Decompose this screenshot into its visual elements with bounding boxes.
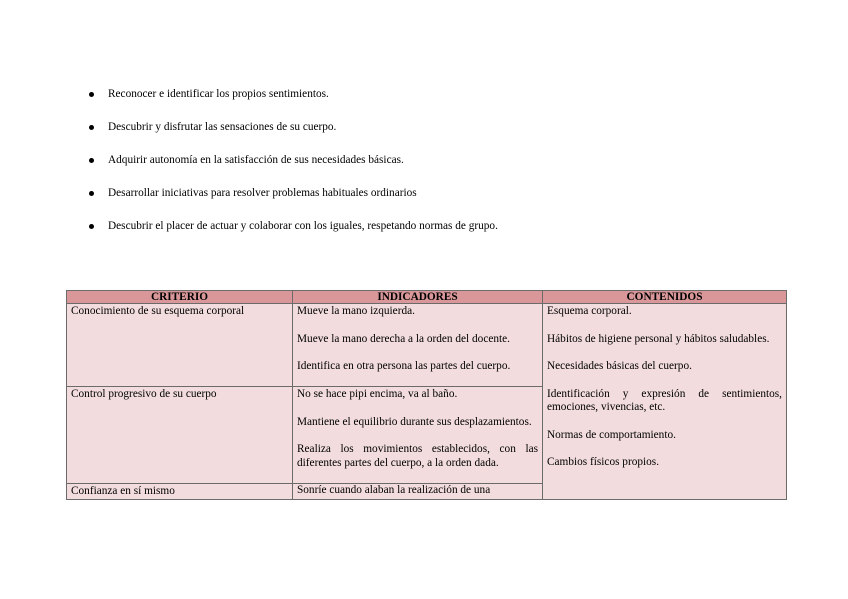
objective-item (88, 120, 728, 153)
indicador-text: Identifica en otra persona las partes del cuerpo. (297, 360, 511, 372)
header-contenidos: CONTENIDOS (543, 291, 787, 304)
indicadores-cell (293, 304, 543, 387)
contenido-text: Hábitos de higiene personal y hábitos saludables. (547, 332, 770, 345)
indicador-text: Sonríe cuando alaban la realización de una (297, 484, 491, 496)
objectives-list (88, 87, 728, 252)
indicador-text: No se hace pipi encima, va al baño. (297, 388, 458, 400)
bullet-icon (89, 191, 94, 196)
contenido-text: Cambios físicos propios. (547, 456, 660, 468)
indicadores-cell (293, 484, 543, 500)
bullet-icon (89, 125, 94, 130)
table-header-row (67, 291, 787, 304)
objective-item (88, 219, 728, 252)
contenido-text: Necesidades básicas del cuerpo. (547, 360, 692, 372)
contenido-text: Identificación y expresión de sentimientos, emociones, vivencias, etc. (547, 387, 782, 413)
contenido-text: Esquema corporal. (547, 305, 632, 317)
objective-text: Descubrir y disfrutar las sensaciones de su cuerpo. (108, 121, 337, 133)
objective-text: Adquirir autonomía en la satisfacción de sus necesidades básicas. (108, 154, 404, 166)
objective-item (88, 153, 728, 186)
criterio-cell: Confianza en sí mismo (67, 484, 293, 500)
contenido-text: Normas de comportamiento. (547, 428, 676, 441)
table-row (67, 304, 787, 387)
bullet-icon (89, 158, 94, 163)
criterio-cell: Control progresivo de su cuerpo (67, 387, 293, 484)
indicadores-cell (293, 387, 543, 484)
evaluation-table (66, 290, 787, 500)
bullet-icon (89, 92, 94, 97)
objective-text: Reconocer e identificar los propios sentimientos. (108, 88, 329, 100)
objective-text: Descubrir el placer de actuar y colaborar con los iguales, respetando normas de grupo. (108, 220, 498, 232)
criterio-cell: Conocimiento de su esquema corporal (67, 304, 293, 387)
indicador-text: Mueve la mano izquierda. (297, 305, 415, 317)
header-criterio: CRITERIO (67, 291, 293, 304)
header-indicadores: INDICADORES (293, 291, 543, 304)
contenidos-cell (543, 304, 787, 500)
indicador-text: Mantiene el equilibrio durante sus desplazamientos. (297, 415, 532, 428)
indicador-text: Realiza los movimientos establecidos, con las diferentes partes del cuerpo, a la orden dada. (297, 443, 538, 469)
bullet-icon (89, 224, 94, 229)
objective-text: Desarrollar iniciativas para resolver problemas habituales ordinarios (108, 187, 417, 199)
objective-item (88, 186, 728, 219)
objective-item (88, 87, 728, 120)
indicador-text: Mueve la mano derecha a la orden del docente. (297, 332, 510, 345)
